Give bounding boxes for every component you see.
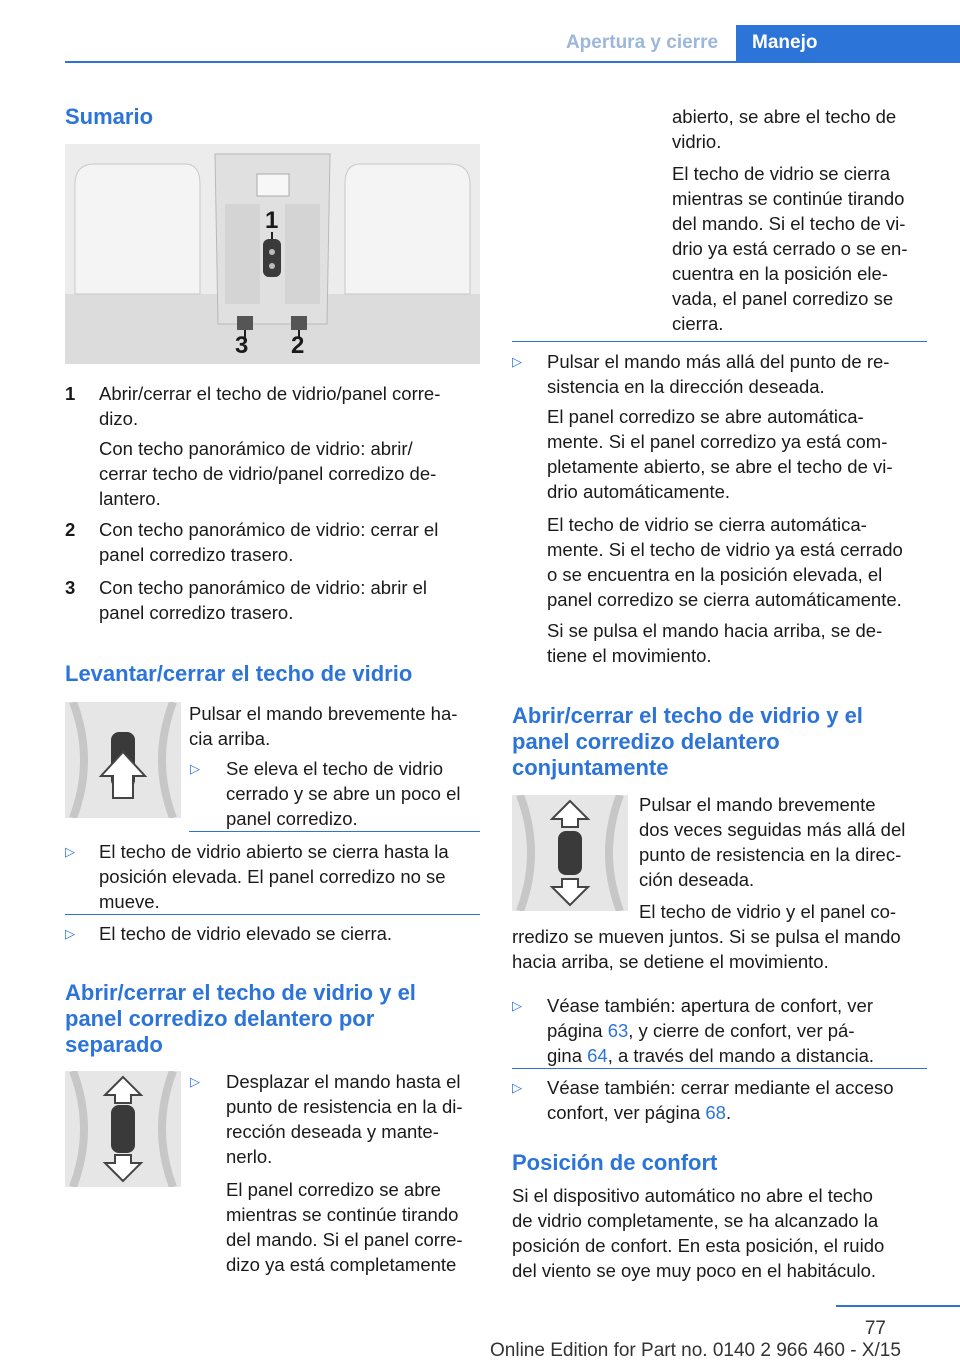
section-heading: Posición de confort (512, 1150, 718, 1175)
continued-text: abierto, se abre el techo de vidrio. (672, 106, 897, 152)
section-text: Si el dispositivo automático no abre el techo de vidrio completamente, se ha alcanzado la posición de confort. En esta posición, el ruido del viento se oye muy poco en el habitáculo. (512, 1185, 885, 1281)
switch-double-figure (512, 795, 628, 911)
list-item-text: Con techo panorámico de vidrio: cerrar el panel corredizo trasero. (99, 519, 439, 565)
bullet-text: Pulsar el mando más allá del punto de re- sistencia en la dirección deseada. (547, 351, 890, 397)
bullet-icon: ▷ (512, 354, 522, 369)
bullet-text: Desplazar el mando hasta el punto de resistencia en la di- rección deseada y mante- nerlo. (226, 1071, 463, 1167)
bullet-icon: ▷ (65, 844, 75, 859)
page-number: 77 (864, 1318, 886, 1339)
section-intro: Pulsar el mando brevemente dos veces seguidas más allá del punto de resistencia en la direc- ción deseada. (639, 794, 906, 890)
bullet-icon: ▷ (190, 1074, 200, 1089)
edition-note: Online Edition for Part no. 0140 2 966 460 - X/15 (490, 1340, 901, 1361)
list-item-text: Con techo panorámico de vidrio: abrir el panel corredizo trasero. (99, 577, 428, 623)
footer-rule (836, 1305, 960, 1307)
list-item-number: 3 (65, 577, 76, 598)
bullet-text: Se eleva el techo de vidrio cerrado y se abre un poco el panel corredizo. (226, 758, 461, 829)
bullet-continuation: El panel corredizo se abre automática- mente. Si el panel corredizo ya está com- pletamente abierto, se abre el techo de vi- drio automáticamente. (547, 406, 893, 502)
section-text: rredizo se mueven juntos. Si se pulsa el mando hacia arriba, se detiene el movimiento. (512, 926, 901, 972)
header-active-tab[interactable]: Manejo (736, 25, 960, 61)
bullet-icon: ▷ (512, 1080, 522, 1095)
bullet-separator (65, 914, 480, 915)
figure-label-2: 2 (291, 332, 305, 359)
bullet-separator (512, 1068, 927, 1069)
header-section-tab[interactable]: Apertura y cierre (565, 32, 719, 53)
list-item-number: 1 (65, 383, 76, 404)
bullet-text: Véase también: apertura de confort, ver página 63, y cierre de confort, ver pá- gina 64, a través del mando a distancia. (547, 995, 875, 1066)
list-item-subtext: Con techo panorámico de vidrio: abrir/ cerrar techo de vidrio/panel corredizo de- lantero. (99, 438, 437, 509)
bullet-separator (512, 341, 927, 342)
section-text: El techo de vidrio y el panel co- (639, 901, 897, 922)
bullet-separator (189, 831, 480, 832)
overhead-console-figure (65, 144, 480, 364)
header-rule (65, 61, 960, 63)
list-item-text: Abrir/cerrar el techo de vidrio/panel corre- dizo. (99, 383, 441, 429)
bullet-icon: ▷ (512, 998, 522, 1013)
section-heading: Abrir/cerrar el techo de vidrio y el panel corredizo delantero conjuntamente (512, 703, 863, 780)
section-intro: Pulsar el mando brevemente ha- cia arriba. (189, 703, 458, 749)
bullet-continuation: Si se pulsa el mando hacia arriba, se de- tiene el movimiento. (547, 620, 883, 666)
bullet-continuation: El panel corredizo se abre mientras se continúe tirando del mando. Si el panel corre- dizo ya está completamente (226, 1179, 463, 1275)
bullet-continuation: El techo de vidrio se cierra automática- mente. Si el techo de vidrio ya está cerrado o se encuentra en la posición elevada, el panel corredizo se cierra automáticamente. (547, 514, 903, 610)
bullet-icon: ▷ (190, 761, 200, 776)
figure-label-1: 1 (265, 207, 279, 234)
section-heading: Abrir/cerrar el techo de vidrio y el panel corredizo delantero por separado (65, 980, 416, 1057)
list-item-number: 2 (65, 519, 76, 540)
bullet-icon: ▷ (65, 926, 75, 941)
page-link[interactable]: 64 (587, 1045, 608, 1066)
bullet-text: El techo de vidrio elevado se cierra. (99, 923, 393, 944)
figure-label-3: 3 (235, 332, 249, 359)
section-heading: Levantar/cerrar el techo de vidrio (65, 661, 413, 686)
page-link[interactable]: 68 (705, 1102, 726, 1123)
continued-text: El techo de vidrio se cierra mientras se continúe tirando del mando. Si el techo de vi- drio ya está cerrado o se en- cuentra en la posición ele- vada, el panel corredizo se cierra. (672, 163, 908, 334)
switch-up-figure (65, 702, 181, 818)
switch-both-figure (65, 1071, 181, 1187)
bullet-text: El techo de vidrio abierto se cierra hasta la posición elevada. El panel corredizo no se mueve. (99, 841, 449, 912)
sumario-heading: Sumario (65, 104, 154, 129)
page-link[interactable]: 63 (607, 1020, 629, 1041)
bullet-text: Véase también: cerrar mediante el acceso confort, ver página 68. (547, 1077, 894, 1123)
